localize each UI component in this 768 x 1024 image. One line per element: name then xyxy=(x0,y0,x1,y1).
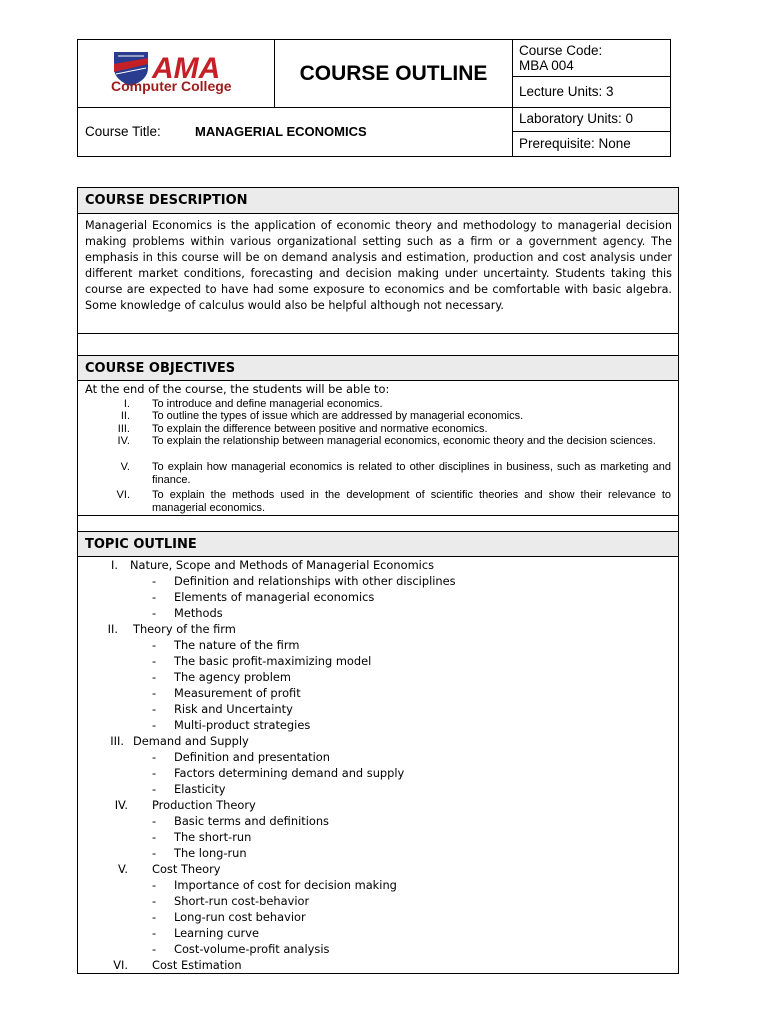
course-description-text: Managerial Economics is the application of economic theory and methodology to managerial decision making problems within various organizational setting such as a firm or a government agency. The emphasis in this course will be on demand analysis and estimation, production and cost analysis under different market conditions, forecasting and decision making under uncertainty. Students taking this course are expected to have had some exposure to economics and be comfortable with basic algebra. Some knowledge of calculus would also be helpful although not necessary. xyxy=(85,219,672,312)
course-title-label: Course Title: xyxy=(85,124,161,139)
subtopic-text: The agency problem xyxy=(174,670,291,684)
subtopic-text: The basic profit-maximizing model xyxy=(174,654,372,668)
laboratory-units: Laboratory Units: 0 xyxy=(513,108,670,132)
objective-number: IV. xyxy=(117,435,130,447)
logo-wordmark: AMA xyxy=(152,52,221,85)
course-header-table xyxy=(77,39,671,157)
topic-title: Demand and Supply xyxy=(133,734,249,748)
topic-number: VI. xyxy=(113,958,128,972)
subtopic-text: Factors determining demand and supply xyxy=(174,766,405,780)
subtopic-text: Cost-volume-profit analysis xyxy=(174,942,330,956)
course-objectives-heading: COURSE OBJECTIVES xyxy=(78,355,678,381)
course-title-cell xyxy=(78,108,513,156)
divider xyxy=(78,333,678,334)
objective-number: I. xyxy=(123,398,130,410)
objective-number: III. xyxy=(117,423,130,435)
topic-number: IV. xyxy=(114,798,128,812)
subtopic-text: Elements of managerial economics xyxy=(174,590,375,604)
subtopic-text: Measurement of profit xyxy=(174,686,301,700)
topic-title: Nature, Scope and Methods of Managerial Economics xyxy=(130,558,435,572)
topic-title: Production Theory xyxy=(152,798,256,812)
subtopic-text: Multi-product strategies xyxy=(174,718,311,732)
course-code-value: MBA 004 xyxy=(519,58,574,73)
subtopic-text: The nature of the firm xyxy=(174,638,300,652)
topic-number: V. xyxy=(118,862,128,876)
course-code-label: Course Code: xyxy=(519,43,603,58)
topic-number: III. xyxy=(110,734,124,748)
course-info-cells xyxy=(513,40,670,156)
course-content-table: COURSE DESCRIPTION Managerial Economics is the application of economic theory and methodology to managerial decision making problems within various organizational setting such as a firm or a government agency. The emphasis in this course will be on demand analysis and estimation, production and cost analysis under different market conditions, forecasting and decision making under uncertainty. Students taking this course are expected to have had some exposure to economics and be comfortable with basic algebra. Some knowledge of calculus would also be helpful although not necessary. COURSE OBJECTIVES At the end of the course, the students will be able to: I. To introduce and define managerial economics. II. To outline the types of issue which are addressed by managerial economics. III. To explain the difference between positive and normative economics. IV. To explain the relationship between managerial economics, economic theory and the decision sciences. V. To explain how managerial economics is related to other disciplines in business, such as marketing and finance. VI. To explain the methods used in the development of scientific theories and show their relevance to managerial economics. TOPIC OUTLINE I. Nature, Scope and Methods of Managerial Economics - Definition and relationships with other disciplines - Elements of managerial economics - Methods II. Theory of the firm - The nature of the firm - The basic profit-maximizing model - The agency problem - Measurement of profit - Risk and Uncertainty - Multi-product strategies III. Demand and Supply - Definition and presentation - Factors determining demand and supply - Elasticity IV. Production Theory - Basic terms and definitions - The short-run - The long-run V. Cost Theory - Importance of cost for decision making - Short-run cost-behavior - Long-run cost behavior - Learning curve - Cost-volume-profit analysis VI. Cost Estimation xyxy=(77,187,679,974)
subtopic-text: Risk and Uncertainty xyxy=(174,702,293,716)
subtopic-text: The short-run xyxy=(174,830,252,844)
topic-number: II. xyxy=(107,622,118,636)
topic-title: Theory of the firm xyxy=(133,622,236,636)
objective-text: To outline the types of issue which are addressed by managerial economics. xyxy=(152,410,524,422)
objective-text: To explain the difference between positive and normative economics. xyxy=(152,423,488,435)
subtopic-text: Methods xyxy=(174,606,223,620)
objective-text: To introduce and define managerial economics. xyxy=(152,398,383,410)
lecture-units: Lecture Units: 3 xyxy=(513,77,670,108)
course-title-value: MANAGERIAL ECONOMICS xyxy=(195,124,367,139)
subtopic-text: Definition and presentation xyxy=(174,750,330,764)
course-code-cell xyxy=(513,40,670,77)
objective-text: To explain the methods used in the development of scientific theories and show their relevance to managerial economics. xyxy=(152,489,671,514)
objectives-intro: At the end of the course, the students will be able to: xyxy=(85,382,390,396)
topic-outline-heading: TOPIC OUTLINE xyxy=(78,531,678,557)
objective-number: VI. xyxy=(116,489,130,501)
subtopic-text: Long-run cost behavior xyxy=(174,910,306,924)
subtopic-text: Importance of cost for decision making xyxy=(174,878,397,892)
subtopic-text: Basic terms and definitions xyxy=(174,814,329,828)
logo-subtitle: Computer College xyxy=(111,78,232,94)
objective-number: II. xyxy=(120,410,130,422)
subtopic-text: Definition and relationships with other disciplines xyxy=(174,574,456,588)
prerequisite: Prerequisite: None xyxy=(519,136,631,151)
divider xyxy=(78,515,678,516)
topic-number: I. xyxy=(111,558,118,572)
topic-title: Cost Theory xyxy=(152,862,221,876)
subtopic-text: Learning curve xyxy=(174,926,259,940)
subtopic-text: Short-run cost-behavior xyxy=(174,894,310,908)
subtopic-text: Elasticity xyxy=(174,782,226,796)
course-description-heading: COURSE DESCRIPTION xyxy=(78,188,678,214)
objective-text: To explain how managerial economics is related to other disciplines in business, such as marketing and finance. xyxy=(152,461,671,486)
topic-title: Cost Estimation xyxy=(152,958,242,972)
logo-cell xyxy=(78,40,275,108)
page-title: COURSE OUTLINE xyxy=(275,40,513,108)
subtopic-text: The long-run xyxy=(174,846,247,860)
objective-text: To explain the relationship between managerial economics, economic theory and the decision sciences. xyxy=(152,435,656,447)
objective-number: V. xyxy=(120,461,130,473)
